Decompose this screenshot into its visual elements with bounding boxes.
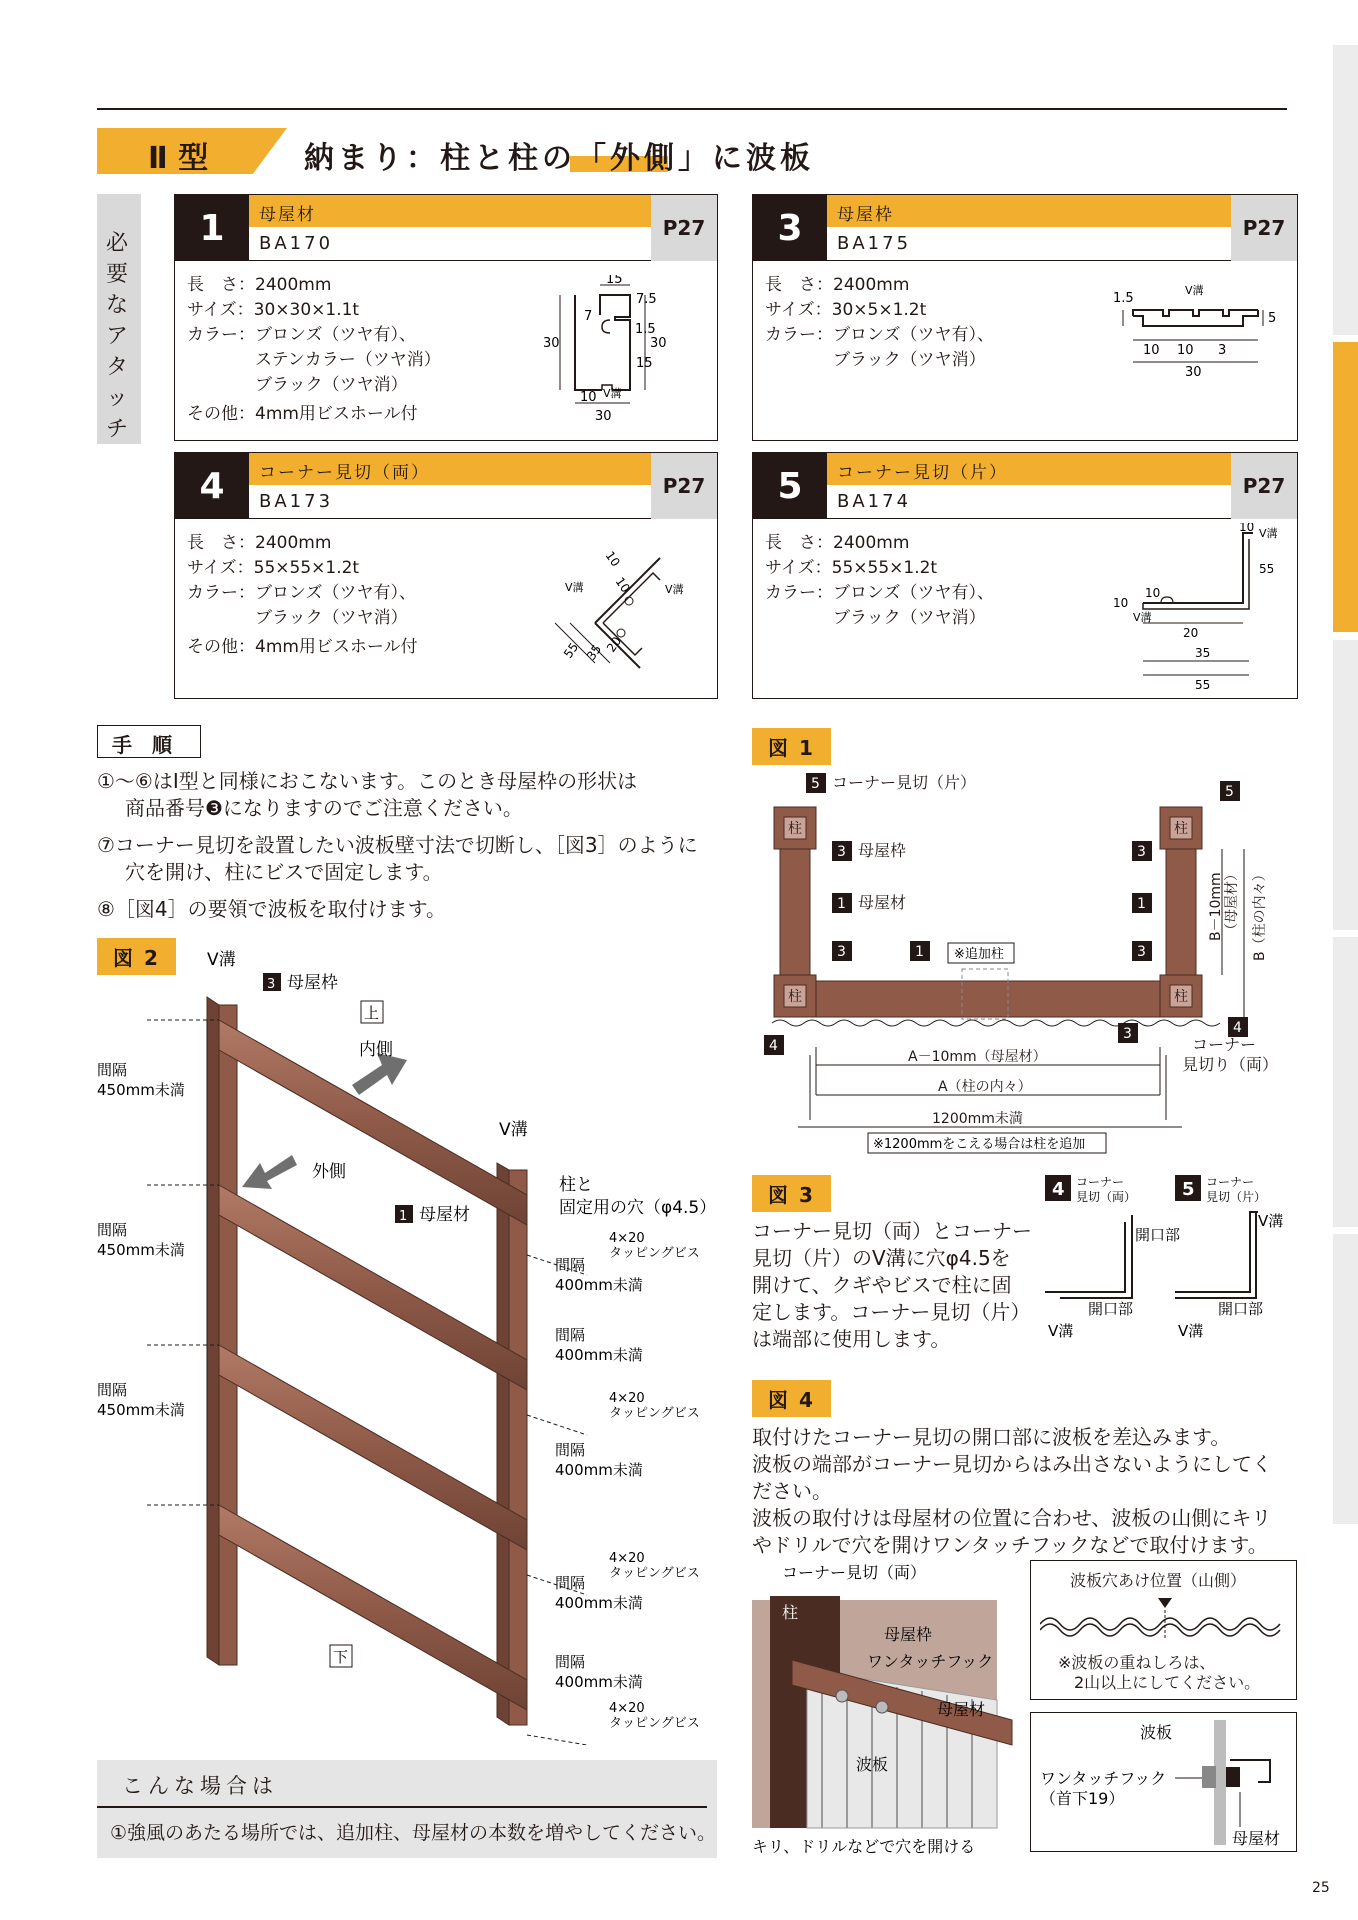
- page-ref: P27: [1231, 453, 1297, 519]
- vgroove-label: V溝: [207, 950, 236, 970]
- outer-label: 外側: [312, 1162, 346, 1182]
- dim-b10-sub: （母屋材）: [1224, 867, 1240, 937]
- spec-other: その他：4mm用ビスホール付: [187, 404, 418, 424]
- screw-label: タッピングビス: [609, 1246, 700, 1261]
- frame-label: 母屋枠: [858, 841, 907, 860]
- spec-size: サイズ：55×55×1.2t: [765, 558, 938, 578]
- hook-label: ワンタッチフック: [1040, 1769, 1167, 1788]
- overlap-note-2: 2山以上にしてください。: [1074, 1673, 1261, 1692]
- badge-4: 4: [1233, 1020, 1242, 1036]
- corner-both-label-2: 見切り（両）: [1182, 1055, 1279, 1074]
- corner-label: 見切（両）: [1076, 1190, 1137, 1204]
- part-number: 1: [175, 195, 249, 261]
- fig2-label: 図 2: [97, 938, 176, 975]
- gap-value: 400mm未満: [555, 1461, 643, 1479]
- case-title: こんな場合は: [122, 1774, 278, 1798]
- fig3-body: [752, 1218, 1032, 1353]
- hook-detail-diagram: [1030, 1712, 1297, 1852]
- panel-label: 波板: [856, 1755, 889, 1774]
- dim-label: 1.5: [1113, 291, 1134, 306]
- spec-color: カラー：ブロンズ（ツヤ有）、: [187, 583, 416, 603]
- fig3-text: 開けて、クギやビスで柱に固: [752, 1273, 1012, 1297]
- screw-label: 4×20: [609, 1231, 645, 1246]
- edge-tab: [1333, 45, 1358, 335]
- fig3-text: 定します。コーナー見切（片）: [752, 1300, 1031, 1324]
- vgroove-label-2: V溝: [499, 1120, 528, 1140]
- page-ref: P27: [1231, 195, 1297, 261]
- procedure-label: 手 順: [112, 733, 172, 757]
- dim-label: 10: [1239, 523, 1255, 534]
- svg-text:1: 1: [399, 1209, 408, 1224]
- vgroove-label: V溝: [1178, 1322, 1204, 1340]
- step-1-6-cont: 商品番号❸になりますのでご注意ください。: [125, 796, 523, 820]
- spec-length: 長 さ：2400mm: [765, 533, 910, 553]
- panel-label: 波板: [1140, 1723, 1173, 1742]
- fig3-text: は端部に使用します。: [752, 1327, 951, 1351]
- corner-label: 見切（片）: [1206, 1190, 1267, 1204]
- overlap-note: ※波板の重ねしろは、: [1058, 1653, 1216, 1672]
- badge-5: 5: [811, 776, 820, 792]
- screw-label: 4×20: [609, 1701, 645, 1716]
- spec-color: カラー：ブロンズ（ツヤ有）、: [187, 325, 416, 345]
- dim-label: 15: [636, 356, 653, 371]
- opening-label: 開口部: [1135, 1226, 1181, 1244]
- profile-diagram-ba170: [540, 275, 705, 425]
- corner-label: コーナー: [1076, 1175, 1125, 1189]
- wave-panel-icon: [1040, 1590, 1290, 1640]
- part-code: BA170: [249, 227, 651, 261]
- spec-length: 長 さ：2400mm: [765, 275, 910, 295]
- dim-label: 7: [584, 309, 593, 324]
- fig4-text: ださい。: [752, 1479, 832, 1503]
- type-label: Ⅱ 型: [148, 141, 209, 176]
- dim-label: 15: [606, 275, 623, 287]
- corner-one-label: コーナー見切（片）: [832, 773, 977, 792]
- post-label: 柱: [782, 1603, 799, 1622]
- vgroove-label: V溝: [1258, 1212, 1284, 1230]
- dim-a10: A－10mm（母屋材）: [908, 1049, 1047, 1065]
- note-1200: ※1200mmをこえる場合は柱を追加: [873, 1137, 1086, 1152]
- spec-size: サイズ：30×30×1.1t: [187, 300, 360, 320]
- add-post-label: ※追加柱: [954, 947, 1004, 962]
- fig3-text: コーナー見切（両）とコーナー: [752, 1219, 1032, 1243]
- hook-label-2: （首下19）: [1040, 1789, 1125, 1808]
- dim-label: 55: [1195, 678, 1211, 692]
- step-8: ⑧［図4］の要領で波板を取付けます。: [97, 897, 447, 921]
- part-card-1: [174, 194, 718, 441]
- gap-label: 間隔: [555, 1441, 586, 1459]
- dim-label: 55: [560, 640, 582, 661]
- dim-label: 10: [1143, 343, 1160, 358]
- dim-label: 10: [1145, 586, 1161, 600]
- gap-label: 間隔: [555, 1326, 586, 1344]
- edge-tab: [1333, 937, 1358, 1227]
- spec-list: [187, 273, 441, 427]
- fig4-text: やドリルで穴を開けワンタッチフックなどで取付けます。: [752, 1533, 1268, 1557]
- gap-value: 450mm未満: [97, 1241, 185, 1259]
- spec-color: カラー：ブロンズ（ツヤ有）、: [765, 583, 994, 603]
- gap-label: 間隔: [555, 1653, 586, 1671]
- spec-color-3: ブラック（ツヤ消）: [187, 375, 408, 395]
- part-number: 3: [753, 195, 827, 261]
- opening-label: 開口部: [1218, 1300, 1264, 1318]
- edge-tab: [1333, 1234, 1358, 1524]
- rail-label: 母屋材: [858, 893, 907, 912]
- dim-label: 10: [1113, 596, 1129, 610]
- opening-label: 開口部: [1088, 1300, 1134, 1318]
- fig4-text: 波板の端部がコーナー見切からはみ出さないようにしてく: [752, 1452, 1272, 1476]
- page-ref: P27: [651, 195, 717, 261]
- dim-label: 30: [543, 336, 560, 351]
- dim-label: 10: [1177, 343, 1194, 358]
- dim-label: V溝: [565, 581, 584, 594]
- fig3-corner-diagram: [1040, 1170, 1300, 1360]
- fig1-plan-diagram: [752, 765, 1312, 1155]
- step-7-cont: 穴を開け、柱にビスで固定します。: [125, 860, 443, 884]
- part-code: BA174: [827, 485, 1231, 519]
- fig4-label: 図 4: [752, 1380, 831, 1417]
- part-number: 5: [753, 453, 827, 519]
- screw-label: タッピングビス: [609, 1566, 700, 1581]
- dim-label: V溝: [1259, 527, 1278, 540]
- badge-3: 3: [1123, 1026, 1132, 1042]
- frame-label: 母屋枠: [287, 973, 338, 993]
- part-name: 母屋材: [249, 195, 651, 227]
- spec-color-2: ブラック（ツヤ消）: [765, 350, 986, 370]
- dim-b10: B－10mm: [1208, 872, 1224, 941]
- rail-label: 母屋材: [1232, 1829, 1281, 1848]
- spec-other: その他：4mm用ビスホール付: [187, 637, 418, 657]
- gap-label: 間隔: [97, 1381, 128, 1399]
- part-code: BA173: [249, 485, 651, 519]
- part-code: BA175: [827, 227, 1231, 261]
- gap-label: 間隔: [555, 1574, 586, 1592]
- case-note: ①強風のあたる場所では、追加柱、母屋材の本数を増やしてください。: [110, 1822, 717, 1844]
- step-7: ⑦コーナー見切を設置したい波板壁寸法で切断し、［図3］のように: [97, 833, 698, 857]
- svg-text:5: 5: [1182, 1179, 1195, 1200]
- case-rule: [97, 1806, 707, 1808]
- rail-label: 母屋材: [419, 1205, 470, 1225]
- spec-color-2: ステンカラー（ツヤ消）: [187, 350, 441, 370]
- gap-value: 450mm未満: [97, 1081, 185, 1099]
- dim-label: 7.5: [636, 292, 657, 307]
- dim-a: A（柱の内々）: [938, 1079, 1032, 1095]
- dim-label: 35: [1195, 646, 1211, 660]
- spec-list: [187, 531, 418, 660]
- gap-value: 450mm未満: [97, 1401, 185, 1419]
- frame-label: 母屋枠: [884, 1625, 933, 1644]
- badge-3: 3: [1137, 944, 1146, 960]
- badge-3: 3: [837, 944, 846, 960]
- svg-text:3: 3: [267, 977, 276, 992]
- gap-value: 400mm未満: [555, 1276, 643, 1294]
- spec-size: サイズ：55×55×1.2t: [187, 558, 360, 578]
- page-ref: P27: [651, 453, 717, 519]
- gap-label: 間隔: [97, 1061, 128, 1079]
- badge-1: 1: [915, 944, 924, 960]
- gap-label: 間隔: [97, 1221, 128, 1239]
- screw-label: タッピングビス: [609, 1716, 700, 1731]
- hole-position-title: 波板穴あけ位置（山側）: [1070, 1571, 1247, 1590]
- spec-list: [765, 531, 994, 631]
- fig4-text: 取付けたコーナー見切の開口部に波板を差込みます。: [752, 1425, 1231, 1449]
- profile-diagram-ba173: [525, 533, 705, 673]
- spec-length: 長 さ：2400mm: [187, 533, 332, 553]
- dim-label: 55: [1259, 562, 1275, 576]
- step-1-6: ①～⑥はⅠ型と同様におこないます。このとき母屋枠の形状は: [97, 769, 638, 793]
- badge-3: 3: [837, 844, 846, 860]
- badge-1: 1: [1137, 896, 1146, 912]
- edge-tab: [1333, 640, 1358, 930]
- dim-label: 5: [1268, 311, 1277, 326]
- side-label: 必要なアタッチ: [106, 231, 129, 442]
- spec-length: 長 さ：2400mm: [187, 275, 332, 295]
- gap-value: 400mm未満: [555, 1673, 643, 1691]
- fig1-label: 図 1: [752, 728, 831, 765]
- part-card-3: [752, 194, 1298, 441]
- corner-label: コーナー見切（両）: [782, 1563, 927, 1582]
- corner-both-label: コーナー: [1192, 1035, 1257, 1054]
- spec-size: サイズ：30×5×1.2t: [765, 300, 927, 320]
- fig4-body: [752, 1424, 1272, 1559]
- part-card-4: [174, 452, 718, 699]
- rail-label: 母屋材: [937, 1700, 986, 1719]
- hole-label-2: 固定用の穴（φ4.5）: [559, 1198, 717, 1218]
- fig4-install-diagram: [752, 1560, 1022, 1860]
- part-name: 母屋枠: [827, 195, 1231, 227]
- dim-label: 1.5: [635, 322, 656, 337]
- dim-label: V溝: [603, 387, 622, 400]
- part-name: コーナー見切（片）: [827, 453, 1231, 485]
- post-label: 柱: [788, 989, 802, 1005]
- dim-label: 20: [1183, 626, 1199, 640]
- dim-label: 30: [595, 409, 612, 424]
- procedure-steps: [97, 768, 717, 923]
- badge-1: 1: [837, 896, 846, 912]
- profile-diagram-ba174: [1103, 523, 1293, 693]
- badge-3: 3: [1137, 844, 1146, 860]
- page-title: 納まり：柱と柱の「外側」に波板: [304, 141, 814, 176]
- dim-label: 10: [580, 390, 597, 405]
- fig2-rail-diagram: [97, 945, 717, 1745]
- fig3-label: 図 3: [752, 1175, 831, 1212]
- badge-5: 5: [1225, 784, 1234, 800]
- corner-label: コーナー: [1206, 1175, 1255, 1189]
- vgroove-label: V溝: [1048, 1322, 1074, 1340]
- top-rule: [97, 108, 1287, 110]
- dim-b: B（柱の内々）: [1252, 867, 1268, 961]
- spec-color: カラー：ブロンズ（ツヤ有）、: [765, 325, 994, 345]
- part-number: 4: [175, 453, 249, 519]
- gap-value: 400mm未満: [555, 1346, 643, 1364]
- screw-label: 4×20: [609, 1391, 645, 1406]
- dim-label: 10: [612, 574, 633, 596]
- part-card-5: [752, 452, 1298, 699]
- badge-4: 4: [769, 1038, 778, 1054]
- inner-label: 内側: [359, 1040, 393, 1060]
- gap-label: 間隔: [555, 1256, 586, 1274]
- screw-label: 4×20: [609, 1551, 645, 1566]
- dim-label: 10: [602, 548, 623, 570]
- drill-label: キリ、ドリルなどで穴を開ける: [752, 1837, 976, 1856]
- post-label: 柱: [1174, 821, 1188, 837]
- spec-list: [765, 273, 994, 373]
- dim-label: 20: [603, 634, 625, 655]
- post-label: 柱: [1174, 989, 1188, 1005]
- svg-text:4: 4: [1052, 1179, 1065, 1200]
- dim-1200: 1200mm未満: [932, 1111, 1023, 1127]
- spec-color-2: ブラック（ツヤ消）: [187, 608, 408, 628]
- part-name: コーナー見切（両）: [249, 453, 651, 485]
- down-label: 下: [333, 1648, 349, 1666]
- fig3-text: 見切（片）のV溝に穴φ4.5を: [752, 1246, 1011, 1270]
- edge-tab-active: [1333, 342, 1358, 632]
- screw-label: タッピングビス: [609, 1406, 700, 1421]
- fig4-text: 波板の取付けは母屋材の位置に合わせ、波板の山側にキリ: [752, 1506, 1272, 1530]
- dim-label: 3: [1218, 343, 1227, 358]
- dim-label: 35: [583, 642, 605, 663]
- gap-value: 400mm未満: [555, 1594, 643, 1612]
- profile-diagram-ba175: [1113, 280, 1283, 380]
- dim-label: V溝: [665, 583, 684, 596]
- page-number: 25: [1312, 1880, 1330, 1896]
- spec-color-2: ブラック（ツヤ消）: [765, 608, 986, 628]
- hook-label: ワンタッチフック: [867, 1652, 994, 1671]
- hole-label: 柱と: [559, 1175, 593, 1195]
- dim-label: V溝: [1133, 611, 1152, 624]
- dim-label: 30: [1185, 365, 1202, 380]
- dim-label: V溝: [1185, 284, 1204, 297]
- dim-label: 30: [650, 336, 667, 351]
- post-label: 柱: [788, 821, 802, 837]
- up-label: 上: [364, 1004, 380, 1022]
